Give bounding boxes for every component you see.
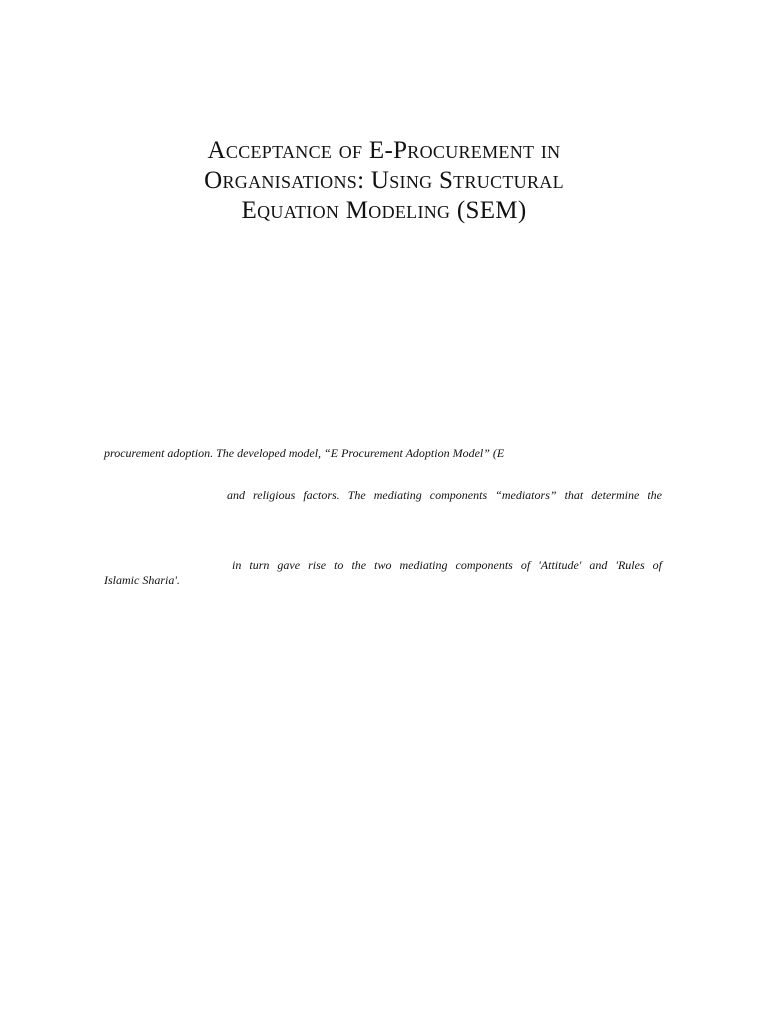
title-line-2: Organisations: Using Structural	[204, 167, 564, 194]
title-line-1: Acceptance of E-Procurement in	[207, 137, 561, 164]
paper-title	[104, 136, 664, 226]
abstract-line-4: Islamic Sharia'.	[104, 573, 180, 587]
abstract-line-2: and religious factors. The mediating components “mediators” that determine the	[227, 488, 662, 502]
title-line-3: Equation Modeling (SEM)	[241, 197, 527, 224]
abstract-line-1: procurement adoption. The developed model, “E Procurement Adoption Model” (E	[104, 446, 505, 460]
abstract-line-3: in turn gave rise to the two mediating components of 'Attitude' and 'Rules of	[232, 558, 662, 572]
